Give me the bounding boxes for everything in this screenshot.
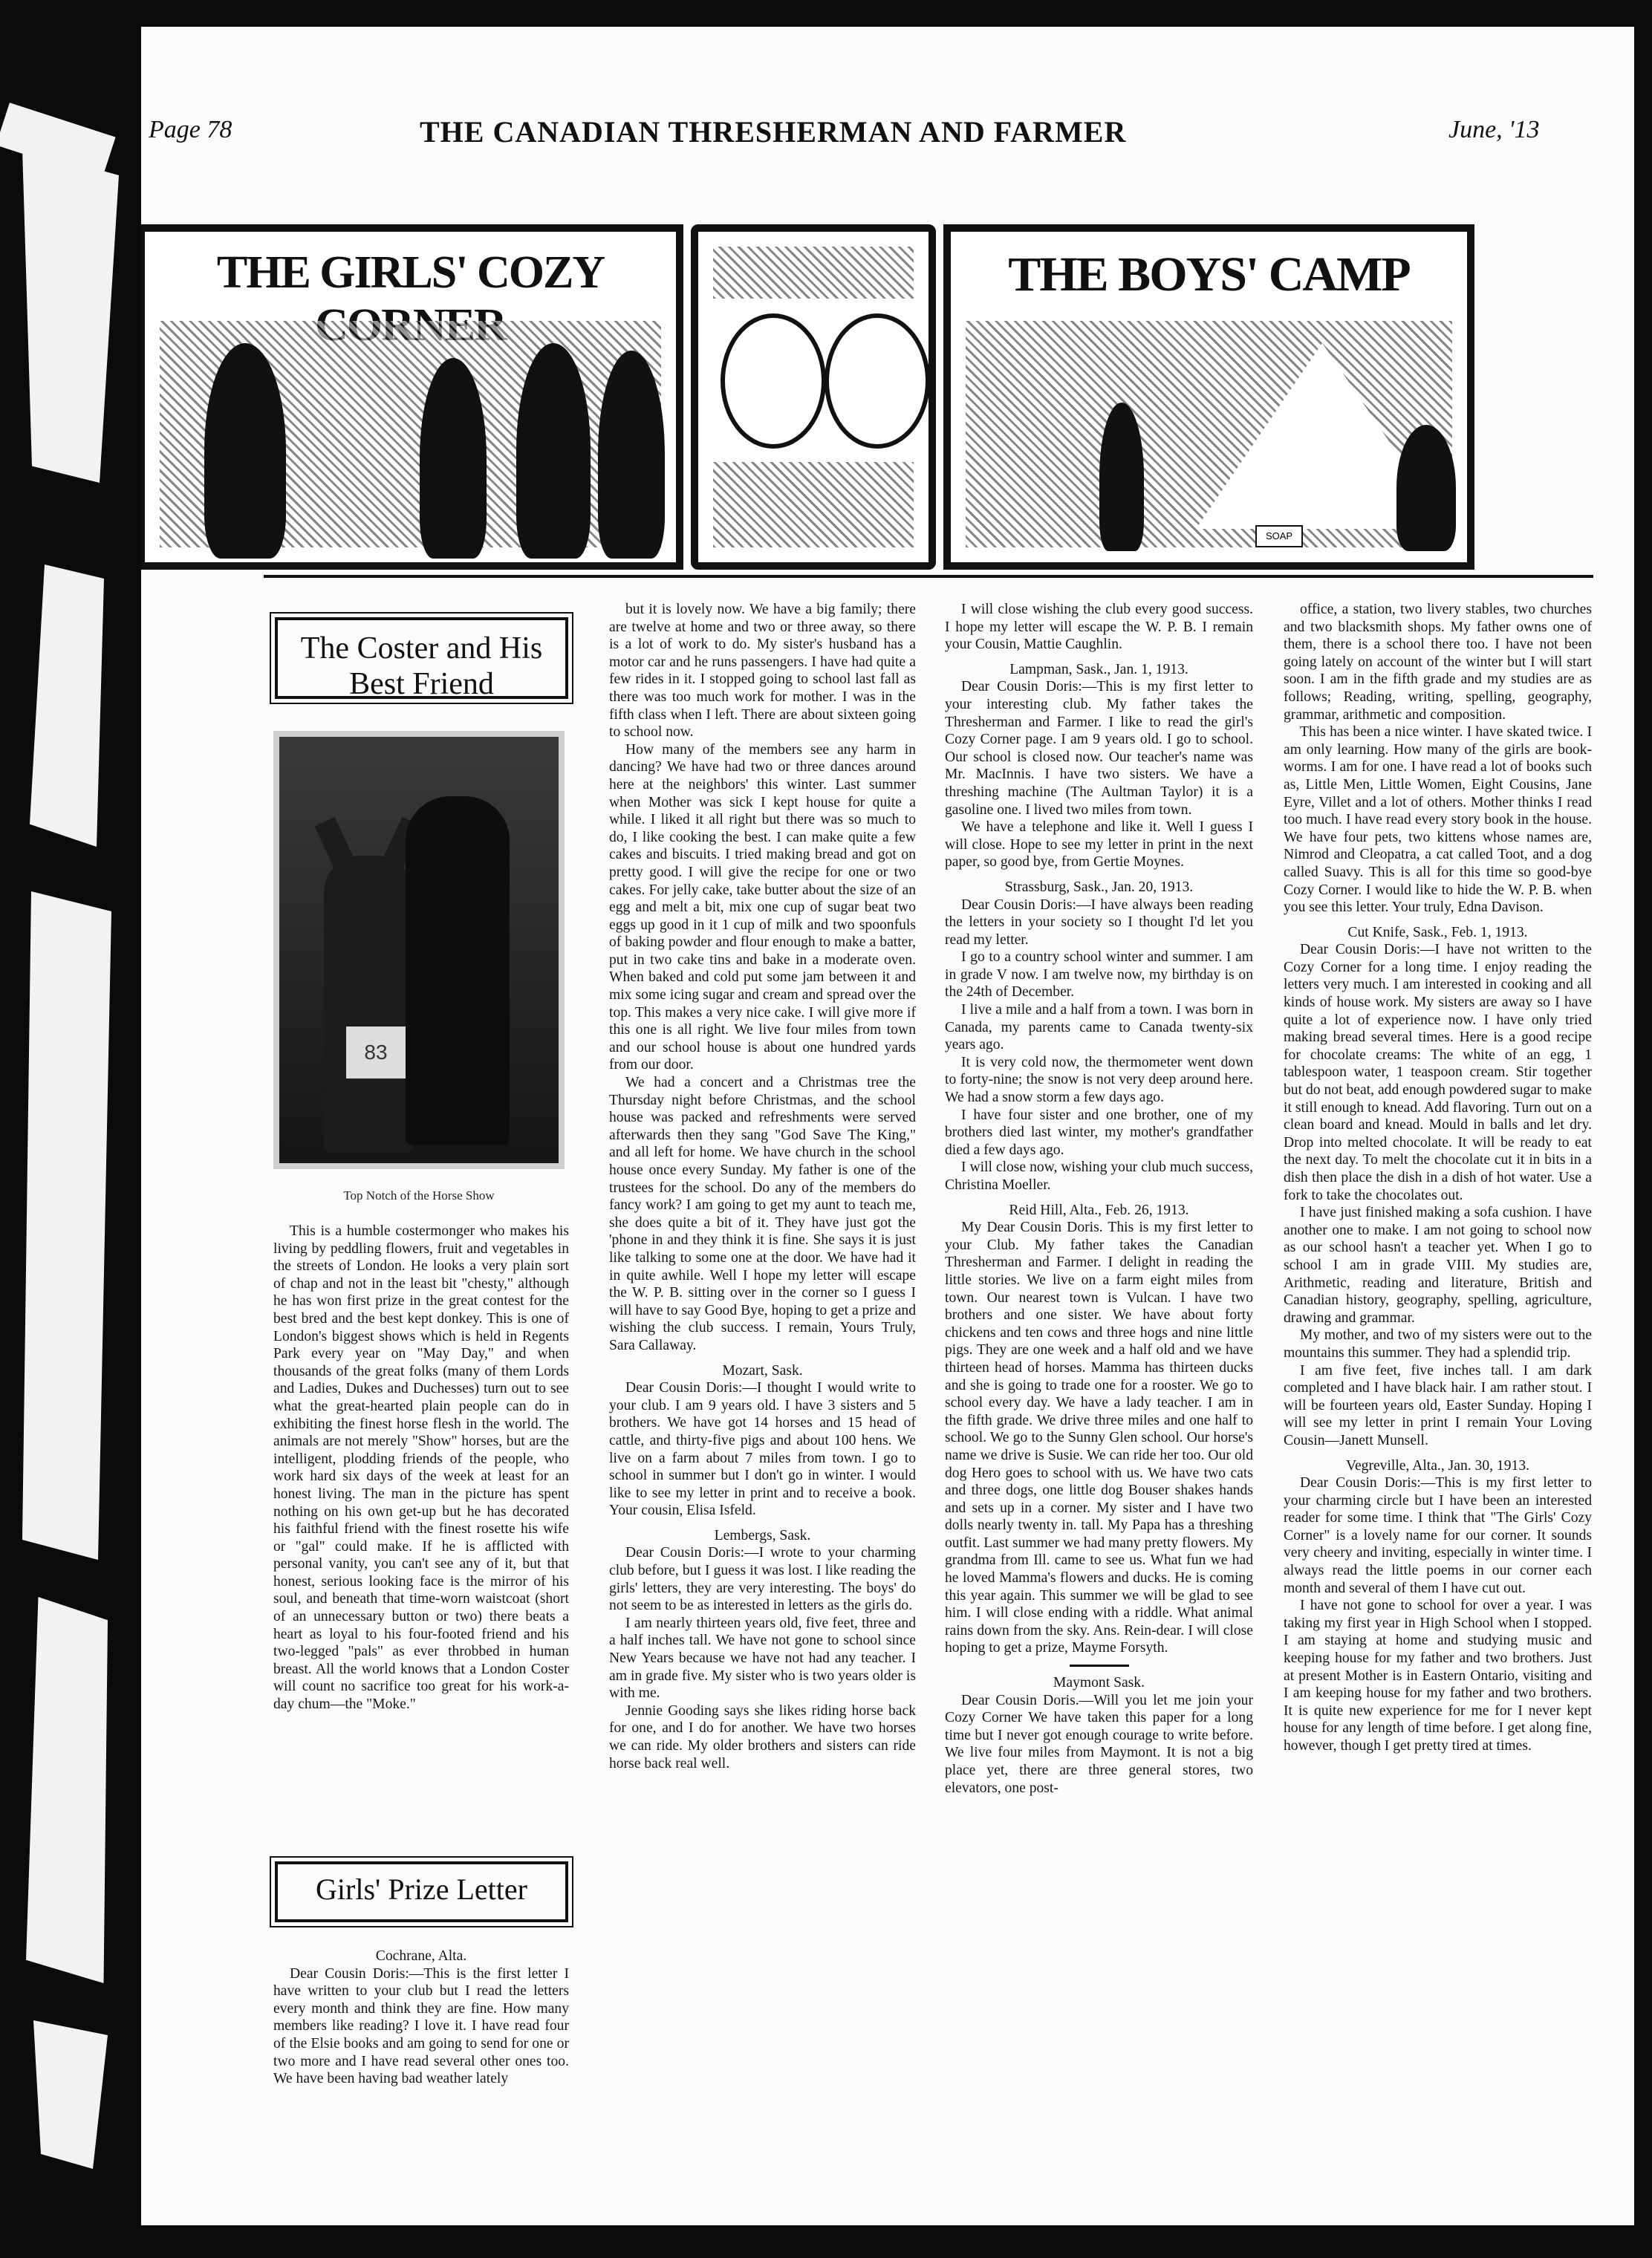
prize-title-box: [275, 1861, 568, 1922]
ornament-icon: [713, 462, 914, 547]
issue-date: June, '13: [1448, 116, 1540, 143]
letter-paragraph: Dear Cousin Doris.—Will you let me join your Cozy Corner We have taken this paper for a long time but I never got enough courage to write before. We live four miles from Maymont. It is not a big place yet, there are three general stores, two elevators, one post-: [945, 1692, 1253, 1796]
article-body: [273, 1223, 569, 1714]
donkey-icon: [324, 856, 413, 1153]
girl-figure-icon: [598, 351, 665, 559]
masthead: THE CANADIAN THRESHERMAN AND FARMER: [420, 115, 1127, 149]
boy-figure-icon: [1396, 425, 1456, 551]
newspaper-page: [141, 27, 1634, 2225]
coster-title-box: [275, 617, 568, 699]
letter-paragraph: I will close wishing the club every good success. I hope my letter will escape the W. P. B. I remain your Cousin, Mattie Caughlin.: [945, 602, 1253, 653]
letter-paragraph: My Dear Cousin Doris. This is my first letter to your Club. My father takes the Canadian Thresherman and Farmer. I delight in reading the little stories. We live on a farm eight miles from town. Our nearest town is Vulcan. I have two brothers and one sister. We have about forty chickens and ten cows and three hogs and nine little pigs. They are one week and a half old and we have thirteen head of horses. Mamma has thirteen ducks and she is going to trade one for a rooster. We go to school every day. We have a lady teacher. I am in the fifth grade. We drive three miles and one half to school. We go to the Sunny Glen school. Our horse's name we drive is Susie. We can ride her too. Our old dog Hero goes to school with us. We have two cats and three dogs, one little dog Bouser shakes hands and sets up in a corner. My sister and I have two dolls nearly twenty in. tall. My Papa has a threshing outfit. Last summer we had many pretty flowers. My grandma from Ill. came to see us. What fun we had he loved Mamma's flowers and ducks. He is coming this year again. This summer we will be glad to see him. I will close ending with a riddle. What animal rains down from the sky. Ans. Rein-dear. I will close hoping to get a prize, Mayme Forsyth.: [945, 1220, 1253, 1656]
photo-caption: Top Notch of the Horse Show: [343, 1188, 495, 1203]
costermonger-figure-icon: [406, 796, 510, 1145]
letter-paragraph: How many of the members see any harm in dancing? We have had two or three dances around here at the neighbors' this winter. Last summer when Mother was sick I kept house for quite a while. I liked it all right but there was so much to do, I like cooking the best. I can make quite a few cakes and biscuits. I tried making bread and got on pretty good. I will give the recipe for one or two cakes. For jelly cake, take butter about the size of an egg and melt a bit, mix one cup of sugar beat two eggs up good in it 1 cup of milk and two spoonfuls of baking powder and flour enough to make a batter, put in two cake tins and bake in a moderate oven. When baked and cold put some jam between it and mix some icing sugar and cream and spread over the top. This makes a very nice cake. I will give more if this one is all right. We live four miles from town and our school house is about one hundred yards from our door.: [609, 741, 916, 1073]
letter-paragraph: We have a telephone and like it. Well I guess I will close. Hope to see my letter in print in the next paper, so good bye, from Gertie Moynes.: [945, 819, 1253, 871]
letter-paragraph: I am nearly thirteen years old, five feet, three and a half inches tall. We have not gone to school since New Years because we have not had any teacher. I am in grade five. My sister who is two years older is with me.: [609, 1615, 916, 1702]
letter-paragraph: It is very cold now, the thermometer went down to forty-nine; the snow is not very deep around here. We had a snow storm a few days ago.: [945, 1054, 1253, 1106]
letter-paragraph: We had a concert and a Christmas tree the Thursday night before Christmas, and the school house was packed and refreshments were served afterwards then they sang "God Save The King," and all left for home. We have church in the school house once every Sunday. My father is one of the trustees for the school. Do any of the members do fancy work? I am going to get my aunt to teach me, she does quite a bit of it. They have just got the 'phone in and they think it is fine. She says it is just like talking to some one at the door. We have had it in quite awhile. Well I hope my letter will escape the W. P. B. sitting over in the corner so I guess I will have to say Good Bye, hoping to get a prize and wishing the club success. I remain, Yours Truly, Sara Callaway.: [609, 1075, 916, 1353]
photo-tag: 83: [346, 1026, 406, 1078]
letter-paragraph: Dear Cousin Doris:—This is my first letter to your charming circle but I have been an interested reader for some time. I think that "The Girls' Cozy Corner" is a lovely name for our corner. It sounds very cheery and inviting, especially in winter time. I always read the little poems in our corner each month and several of them I have cut out.: [1284, 1475, 1592, 1596]
short-rule: [1070, 1665, 1129, 1667]
section-banner: [141, 195, 1474, 573]
article-title: The Coster and His Best Friend: [300, 631, 543, 701]
boy-portrait: [825, 313, 930, 449]
letter-dateline: Mozart, Sask.: [722, 1362, 803, 1379]
top-rule: [264, 575, 1593, 578]
soap-box: SOAP: [1255, 525, 1303, 547]
column-3: [945, 601, 1253, 1797]
article-paragraph: This is a humble costermonger who makes his living by peddling flowers, fruit and vegetables in the streets of London. He looks a very plain sort of chap and not in the least bit "chesty," although he has won first prize in the great contest for the best bred and the best kept donkey. This is one of London's biggest shows which is held in Regents Park every year on "May Day," and when thousands of the great folks (many of them Lords and Ladies, Dukes and Duchesses) turn out to see what the great-hearted plain people can do in exhibiting the finest horse flesh in the world. The animals are not merely "Show" horses, but are the intelligent, plodding friends of the people, who work hard six days of the week at least for an honest living. The man in the picture has spent nothing on his own get-up but he has decorated his faithful friend with the finest rosette his wife or "gal" could make. If he is afflicted with personal vanity, you can't see any of it, but that honest, serious looking face is the mirror of his soul, and beneath that time-worn waistcoat (short of an unnecessary button or two) there beats a heart as loyal to his four-footed friend and his two-legged "pals" as ever throbbed in human breast. All the world knows that a London Coster will count no sacrifice too great for his work-a-day chum—the "Moke.": [273, 1223, 569, 1713]
column-2: [609, 601, 916, 1772]
letter-dateline: Reid Hill, Alta., Feb. 26, 1913.: [1009, 1202, 1189, 1218]
letter-paragraph: I will close now, wishing your club much success, Christina Moeller.: [945, 1159, 1253, 1193]
prize-body: Dear Cousin Doris:—This is the first letter I have written to your club but I read the letters every month and think they are fine. How many members like reading? I love it. I have read four of the Elsie books and am going to send for one or two more and I have read several other ones too. We have been having bad weather lately: [273, 1965, 569, 2087]
letter-paragraph: Dear Cousin Doris:—I have always been reading the letters in your society so I thought I'd let you read my letter.: [945, 897, 1253, 948]
boy-figure-icon: [1099, 403, 1144, 551]
letter-paragraph: My mother, and two of my sisters were out to the mountains this summer. They had a splendid trip.: [1284, 1327, 1592, 1361]
letter-paragraph: office, a station, two livery stables, two churches and two blacksmith shops. My father owns one of them, there is a school there too. I have not been going lately on account of the winter but I will start soon. I am in the fifth grade and my studies are as follows; Reading, writing, spelling, geography, grammar, arithmetic and composition.: [1284, 602, 1592, 723]
letter-dateline: Lampman, Sask., Jan. 1, 1913.: [1009, 661, 1188, 677]
girl-figure-icon: [516, 343, 591, 559]
letter-paragraph: This has been a nice winter. I have skated twice. I am only learning. How many of the girls are book-worms. I am for one. I have read a lot of books such as, Little Men, Little Women, Eight Cousins, Jane Eyre, Villet and a lot of others. Mother thinks I read too much. I have read every story book in the house. We have four pets, two kittens whose names are, Nimrod and Cleopatra, a cat called Toot, and a dog called Suavy. This is all for this time so good-bye Cozy Corner. I would like to hide the W. P. B. when you see this letter. Your truly, Edna Davison.: [1284, 724, 1592, 916]
letter-paragraph: I am five feet, five inches tall. I am dark completed and I have black hair. I am rather stout. I will be fourteen years old, Easter Sunday. Hoping I will see my letter in print I remain Your Loving Cousin—Janett Munsell.: [1284, 1362, 1592, 1448]
letter-paragraph: Dear Cousin Doris:—I thought I would write to your club. I am 9 years old. I have 3 sisters and 5 brothers. We have got 14 horses and 15 head of cattle, and thirty-five pigs and about 100 hens. We live on a farm about 7 miles from town. I go to school in summer but I don't go in winter. I would like to see my letter in print and to receive a book. Your cousin, Elisa Isfeld.: [609, 1380, 916, 1519]
girl-figure-icon: [420, 358, 487, 559]
prize-title: Girls' Prize Letter: [316, 1873, 527, 1906]
prize-letter: [273, 1948, 569, 2088]
prize-place: Cochrane, Alta.: [375, 1948, 467, 1964]
letter-paragraph: I have not gone to school for over a year. I was taking my first year in High School when I stopped. I am staying at home and studying music and keeping house for my father and two brothers. Just at present Mother is in Eastern Ontario, visiting and I am keeping house for my father and two brothers. It is quite new experience for me for I never kept house for any length of time before. I get along fine, however, though I get pretty tired at times.: [1284, 1598, 1592, 1754]
letter-dateline: Maymont Sask.: [1053, 1675, 1145, 1691]
boys-camp-panel: [943, 224, 1474, 570]
column-4: [1284, 601, 1592, 1755]
girl-figure-icon: [204, 343, 286, 559]
letter-paragraph: Dear Cousin Doris:—I have not written to the Cozy Corner for a long time. I enjoy reading the letters very much. I am interested in cooking and all kinds of house work. My sisters are away so I have quite a lot of experience now. I have only tried making bread several times. Here is a good recipe for chocolate creams: The white of an egg, 1 tablespoon water, 1 teaspoon cream. Stir together but do not beat, add enough powdered sugar to make it still enough to knead. Add flavoring. Turn out on a clean board and knead. Mould in balls and let dry. Drop into melted chocolate. It will be ready to eat the next day. To melt the chocolate cut it in bits in a dish then place the dish in a dish of hot water. Use a fork to take the chocolates out.: [1284, 942, 1592, 1203]
letter-paragraph: Dear Cousin Doris:—This is my first letter to your interesting club. My father takes the Thresherman and Farmer. I like to read the girl's Cozy Corner page. I am 9 years old. I go to school. Our school is closed now. Our teacher's name was Mr. MacInnis. I have two sisters. We have a threshing machine (The Aultman Taylor) it is a gasoline one. I lived two miles from town.: [945, 679, 1253, 818]
center-portrait-panel: [691, 224, 936, 570]
letter-paragraph: but it is lovely now. We have a big family; there are twelve at home and two or three away, so there is a lot of work to do. My sister's husband has a motor car and he runs passengers. I have had quite a few rides in it. I stopped going to school last fall as there was too much work for mother. I was in the fifth class when I left. There are about sixteen going to school now.: [609, 602, 916, 741]
page-number: Page 78: [149, 116, 232, 143]
torn-page-edge: [0, 0, 141, 2258]
letter-paragraph: Dear Cousin Doris:—I wrote to your charming club before, but I guess it was lost. I like reading the girls' letters, they are very interesting. The boys' do not seem to be as interested in letters as the girls do.: [609, 1545, 916, 1614]
coster-photo: [273, 731, 565, 1169]
ornament-icon: [713, 247, 914, 299]
letter-paragraph: I go to a country school winter and summer. I am in grade V now. I am twelve now, my birthday is on the 24th of December.: [945, 949, 1253, 1001]
girls-cozy-corner-panel: [141, 224, 683, 570]
letter-paragraph: I live a mile and a half from a town. I was born in Canada, my parents came to Canada twenty-six years ago.: [945, 1002, 1253, 1053]
girl-portrait: [721, 313, 826, 449]
girls-cozy-corner-title: THE GIRLS' COZY: [216, 247, 605, 298]
letter-dateline: Strassburg, Sask., Jan. 20, 1913.: [1004, 879, 1194, 895]
letter-paragraph: I have just finished making a sofa cushion. I have another one to make. I am not going to school now as our school hasn't a teacher yet. When I go to school I am in grade VIII. My studies are, Arithmetic, reading and literature, British and Canadian history, geography, spelling, agriculture, drawing and grammar.: [1284, 1205, 1592, 1326]
letter-dateline: Cut Knife, Sask., Feb. 1, 1913.: [1347, 924, 1528, 940]
letter-dateline: Lembergs, Sask.: [714, 1527, 811, 1543]
letter-dateline: Vegreville, Alta., Jan. 30, 1913.: [1345, 1457, 1530, 1474]
boys-camp-title: THE BOYS' CAMP: [1008, 247, 1410, 302]
letter-paragraph: Jennie Gooding says she likes riding horse back for one, and I do for another. We have two horses we can ride. My older brothers and sisters can ride horse back real well.: [609, 1702, 916, 1771]
letter-paragraph: I have four sister and one brother, one of my brothers died last winter, my mother's grandfather died a few days ago.: [945, 1107, 1253, 1158]
